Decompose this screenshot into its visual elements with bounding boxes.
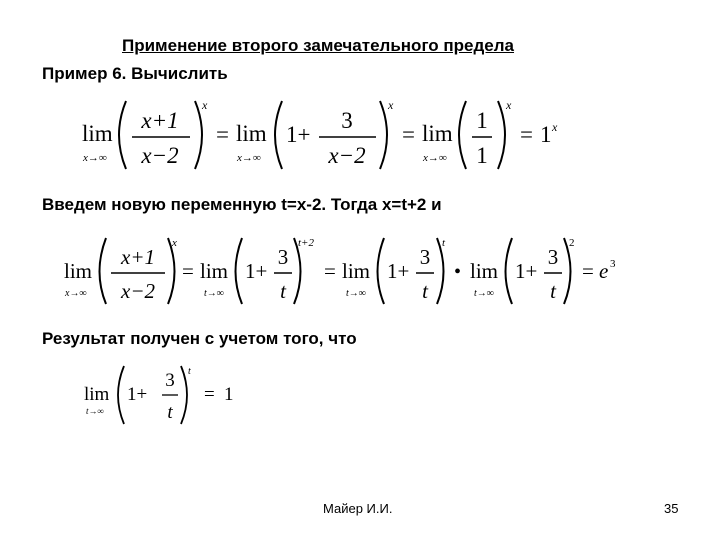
left-paren-3 [378, 238, 385, 304]
lim-3-subscript: t→∞ [346, 288, 366, 299]
numerator-3: 3 [419, 245, 431, 269]
left-paren-2 [236, 238, 243, 304]
lim-3-subscript: x→∞ [423, 152, 447, 164]
equals: = [204, 384, 215, 405]
equals-2: = [324, 259, 336, 283]
denominator-3: 1 [476, 143, 488, 168]
author-footer: Майер И.И. [323, 501, 393, 516]
exponent: t [188, 366, 191, 377]
slide-title: Применение второго замечательного предела [122, 36, 515, 55]
lim-2-subscript: t→∞ [204, 288, 224, 299]
right-paren-2 [380, 101, 387, 169]
left-paren-1 [100, 238, 107, 304]
numerator-2: 3 [341, 108, 353, 133]
exponent-2: t+2 [298, 237, 314, 249]
one-plus: 1+ [127, 384, 148, 405]
formula-2 [58, 232, 628, 310]
result: 1 [224, 384, 234, 405]
lim-2: lim [236, 121, 267, 146]
lim: lim [84, 384, 110, 405]
one-plus-2: 1+ [245, 259, 268, 283]
right-paren-3 [498, 101, 505, 169]
numerator-1: x+1 [121, 245, 155, 269]
left-paren-1 [119, 101, 126, 169]
page-number: 35 [664, 501, 679, 516]
numerator-2: 3 [277, 245, 289, 269]
left-paren-2 [275, 101, 282, 169]
exponent-3: t [442, 237, 446, 249]
formula-3 [82, 362, 252, 428]
exponent-3: x [506, 98, 512, 112]
exponent-1: x [172, 237, 177, 249]
denominator-1: x−2 [141, 143, 179, 168]
numerator-3: 1 [476, 108, 488, 133]
numerator: 3 [165, 370, 175, 391]
formula-1 [70, 95, 590, 175]
lim-subscript: t→∞ [86, 406, 104, 416]
result-2-exponent: 3 [610, 258, 616, 270]
lim-1: lim [82, 121, 113, 146]
equals-4: = [582, 259, 594, 283]
lim-2-subscript: x→∞ [237, 152, 261, 164]
substitution-text: Введем новую переменную t=x-2. Тогда x=t+2 и [42, 195, 442, 214]
right-paren-1 [195, 101, 202, 169]
result-note: Результат получен с учетом того, что [42, 329, 357, 348]
equals-1: = [182, 259, 194, 283]
left-paren-3 [459, 101, 466, 169]
denominator-4: t [550, 279, 556, 303]
numerator-4: 3 [547, 245, 559, 269]
denominator-2: t [280, 279, 286, 303]
result-2: e [599, 259, 609, 283]
left-paren-4 [506, 238, 513, 304]
equals-2: = [402, 122, 415, 147]
denominator-3: t [422, 279, 428, 303]
lim-3: lim [342, 259, 371, 283]
exponent-2: x [388, 98, 394, 112]
one-plus-4: 1+ [515, 259, 538, 283]
exponent-4: 2 [569, 237, 575, 249]
left-paren [118, 366, 124, 424]
result-1: 1 [540, 122, 552, 147]
numerator-1: x+1 [141, 108, 179, 133]
multiply-dot: • [454, 261, 462, 283]
lim-1-subscript: x→∞ [83, 152, 107, 164]
equals-3: = [520, 122, 533, 147]
denominator-1: x−2 [121, 279, 155, 303]
result-1-exponent: x [552, 120, 558, 134]
right-paren [181, 366, 187, 424]
exponent-1: x [202, 98, 208, 112]
lim-1: lim [64, 259, 93, 283]
lim-4: lim [470, 259, 499, 283]
one-plus-2: 1+ [286, 122, 311, 147]
denominator-2: x−2 [328, 143, 366, 168]
equals-1: = [216, 122, 229, 147]
denominator: t [167, 402, 173, 423]
one-plus-3: 1+ [387, 259, 410, 283]
lim-3: lim [422, 121, 453, 146]
lim-1-subscript: x→∞ [65, 288, 87, 299]
example-heading: Пример 6. Вычислить [42, 64, 228, 83]
lim-4-subscript: t→∞ [474, 288, 494, 299]
lim-2: lim [200, 259, 229, 283]
